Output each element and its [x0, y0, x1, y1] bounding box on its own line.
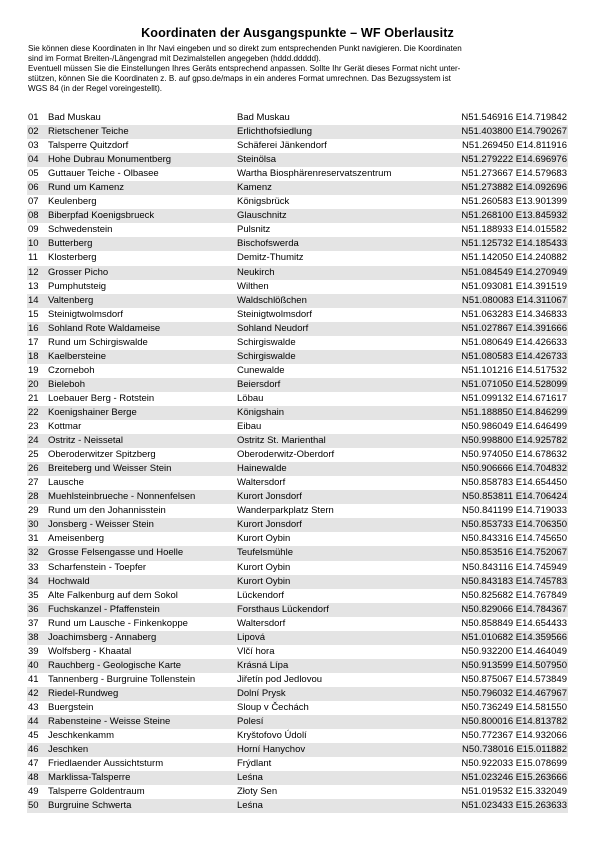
table-row [27, 771, 568, 785]
start-place: Waltersdorf [237, 477, 286, 489]
row-number: 11 [28, 252, 38, 264]
route-name: Oberoderwitzer Spitzberg [48, 449, 156, 461]
table-row [27, 322, 568, 336]
coordinates-value: N51.142050 E14.240882 [461, 252, 567, 264]
route-name: Rund um Lausche - Finkenkoppe [48, 617, 188, 629]
coordinates-value: N51.023246 E15.263666 [461, 772, 567, 784]
route-name: Keulenberg [48, 196, 97, 208]
coordinates-value: N50.736249 E14.581550 [461, 701, 567, 713]
table-row [27, 181, 568, 195]
row-number: 03 [28, 140, 39, 152]
table-row [27, 617, 568, 631]
route-name: Biberpfad Koenigsbrueck [48, 210, 155, 222]
table-row [27, 490, 568, 504]
coordinates-value: N50.974050 E14.678632 [461, 449, 567, 461]
route-name: Czorneboh [48, 364, 95, 376]
table-row [27, 448, 568, 462]
route-name: Tannenberg - Burgruine Tollenstein [48, 673, 196, 685]
table-row [27, 294, 568, 308]
route-name: Alte Falkenburg auf dem Sokol [48, 589, 178, 601]
coordinates-value: N50.906666 E14.704832 [461, 463, 567, 475]
coordinates-value: N51.080083 E14.311067 [462, 294, 567, 306]
route-name: Steinigtwolmsdorf [48, 308, 123, 320]
coordinates-value: N51.546916 E14.719842 [461, 112, 567, 123]
row-number: 23 [28, 421, 39, 433]
route-name: Fuchskanzel - Pfaffenstein [48, 603, 160, 615]
route-name: Rund um den Johannisstein [48, 505, 166, 517]
coordinates-value: N50.772367 E14.932066 [461, 730, 567, 742]
route-name: Valtenberg [48, 294, 94, 306]
row-number: 28 [28, 491, 39, 503]
start-place: Krásná Lípa [237, 659, 289, 671]
row-number: 09 [28, 224, 39, 236]
route-name: Guttauer Teiche - Olbasee [48, 168, 159, 180]
start-place: Lückendorf [237, 589, 285, 601]
start-place: Waldschlößchen [237, 294, 307, 306]
start-place: Demitz-Thumitz [237, 252, 304, 264]
table-row [27, 575, 568, 589]
coordinates-value: N51.260583 E13.901399 [461, 196, 567, 208]
row-number: 30 [28, 519, 39, 531]
coordinates-value: N50.858849 E14.654433 [461, 617, 567, 629]
start-place: Eibau [237, 421, 262, 433]
table-row [27, 645, 568, 659]
row-number: 41 [28, 673, 39, 685]
route-name: Burgruine Schwerta [48, 800, 132, 812]
start-place: Kurort Jonsdorf [237, 491, 302, 503]
route-name: Marklissa-Talsperre [48, 772, 131, 784]
table-row [27, 589, 568, 603]
start-place: Dolní Prysk [237, 687, 286, 699]
start-place: Bischofswerda [237, 238, 299, 250]
route-name: Jonsberg - Weisser Stein [48, 519, 154, 531]
coordinates-table [27, 111, 568, 813]
start-place: Wanderparkplatz Stern [237, 505, 334, 517]
document-title: Koordinaten der Ausgangspunkte – WF Oberlausitz [141, 26, 454, 40]
coordinates-value: N50.843116 E14.745949 [462, 561, 567, 573]
route-name: Ostritz - Neissetal [48, 435, 123, 447]
coordinates-value: N50.853516 E14.752067 [461, 547, 567, 559]
table-row [27, 476, 568, 490]
start-place: Wartha Biosphärenreservatszentrum [237, 168, 392, 180]
start-place: Kurort Oybin [237, 575, 291, 587]
route-name: Rabensteine - Weisse Steine [48, 716, 171, 728]
table-row [27, 434, 568, 448]
row-number: 46 [28, 744, 39, 756]
row-number: 45 [28, 730, 39, 742]
coordinates-value: N51.093081 E14.391519 [461, 280, 567, 292]
start-place: Löbau [237, 392, 264, 404]
start-place: Jiřetín pod Jedlovou [237, 673, 323, 685]
start-place: Königsbrück [237, 196, 290, 208]
start-place: Glauschnitz [237, 210, 287, 222]
coordinates-value: N51.403800 E14.790267 [461, 126, 567, 138]
start-place: Kurort Oybin [237, 533, 291, 545]
route-name: Grosse Felsengasse und Hoelle [48, 547, 184, 559]
start-place: Sohland Neudorf [237, 322, 309, 334]
table-row [27, 350, 568, 364]
start-place: Steinölsa [237, 154, 277, 166]
row-number: 25 [28, 449, 39, 461]
start-place: Schäferei Jänkendorf [237, 140, 327, 152]
row-number: 48 [28, 772, 39, 784]
intro-line: Eventuell müssen Sie die Einstellungen Ihres Geräts entsprechend anpassen. Sollte Ihr Gerät dieses Format nicht unter- [28, 64, 461, 73]
route-name: Scharfenstein - Toepfer [48, 561, 147, 573]
route-name: Schwedenstein [48, 224, 113, 236]
row-number: 06 [28, 182, 39, 194]
table-row [27, 603, 568, 617]
table-row [27, 799, 568, 813]
start-place: Polesí [237, 716, 264, 728]
coordinates-value: N50.843183 E14.745783 [461, 575, 567, 587]
table-row [27, 308, 568, 322]
table-row [27, 406, 568, 420]
table-row [27, 715, 568, 729]
start-place: Bad Muskau [237, 112, 290, 123]
route-name: Kaelbersteine [48, 350, 107, 362]
coordinates-value: N50.800016 E14.813782 [461, 716, 567, 728]
table-row [27, 392, 568, 406]
route-name: Bad Muskau [48, 112, 101, 123]
route-name: Talsperre Quitzdorf [48, 140, 129, 152]
start-place: Sloup v Čechách [237, 701, 309, 713]
coordinates-value: N51.019532 E15.332049 [461, 786, 567, 798]
row-number: 22 [28, 406, 39, 418]
table-row [27, 280, 568, 294]
row-number: 34 [28, 575, 39, 587]
table-row [27, 237, 568, 251]
row-number: 02 [28, 126, 39, 138]
route-name: Jeschkenkamm [48, 730, 114, 742]
start-place: Neukirch [237, 266, 275, 278]
intro-line: sind im Format Breiten-/Längengrad mit Dezimalstellen angegeben (hddd.ddddd). [28, 54, 321, 63]
route-name: Rauchberg - Geologische Karte [48, 659, 182, 671]
table-row [27, 209, 568, 223]
route-name: Riedel-Rundweg [48, 687, 119, 699]
start-place: Frýdlant [237, 758, 272, 770]
row-number: 37 [28, 617, 39, 629]
table-row [27, 364, 568, 378]
route-name: Ameisenberg [48, 533, 104, 545]
table-row [27, 659, 568, 673]
table-row [27, 167, 568, 181]
route-name: Grosser Picho [48, 266, 109, 278]
coordinates-value: N50.932200 E14.464049 [461, 645, 567, 657]
table-row [27, 223, 568, 237]
start-place: Schirgiswalde [237, 336, 296, 348]
table-row [27, 139, 568, 153]
row-number: 26 [28, 463, 39, 475]
start-place: Kurort Jonsdorf [237, 519, 302, 531]
coordinates-value: N50.853811 E14.706424 [462, 491, 567, 503]
route-name: Klosterberg [48, 252, 97, 264]
table-row [27, 518, 568, 532]
row-number: 07 [28, 196, 39, 208]
start-place: Hainewalde [237, 463, 287, 475]
row-number: 21 [28, 392, 39, 404]
row-number: 44 [28, 716, 39, 728]
table-row [27, 195, 568, 209]
row-number: 01 [28, 112, 39, 123]
start-place: Lipová [237, 631, 265, 643]
coordinates-value: N51.027867 E14.391666 [461, 322, 567, 334]
row-number: 33 [28, 561, 39, 573]
coordinates-value: N51.269450 E14.811916 [462, 140, 567, 152]
intro-line: Sie können diese Koordinaten in Ihr Navi eingeben und so direkt zum entsprechenden Punkt navigieren. Die Koordinaten [28, 44, 462, 53]
route-name: Wolfsberg - Khaatal [48, 645, 132, 657]
row-number: 19 [28, 364, 39, 376]
row-number: 50 [28, 800, 39, 812]
table-row [27, 462, 568, 476]
row-number: 16 [28, 322, 39, 334]
start-place: Königshain [237, 406, 285, 418]
row-number: 05 [28, 168, 39, 180]
start-place: Horní Hanychov [237, 744, 306, 756]
row-number: 42 [28, 687, 39, 699]
start-place: Cunewalde [237, 364, 285, 376]
row-number: 20 [28, 378, 39, 390]
coordinates-value: N51.279222 E14.696976 [461, 154, 567, 166]
row-number: 43 [28, 701, 39, 713]
coordinates-value: N51.023433 E15.263633 [461, 800, 567, 812]
row-number: 12 [28, 266, 39, 278]
coordinates-value: N50.843316 E14.745650 [461, 533, 567, 545]
table-row [27, 546, 568, 560]
coordinates-value: N51.080649 E14.426633 [461, 336, 567, 348]
row-number: 32 [28, 547, 39, 559]
table-row [27, 785, 568, 799]
table-row [27, 701, 568, 715]
route-name: Jeschken [48, 744, 89, 756]
start-place: Vlčí hora [237, 645, 275, 657]
row-number: 49 [28, 786, 39, 798]
table-row [27, 378, 568, 392]
coordinates-value: N51.125732 E14.185433 [461, 238, 567, 250]
route-name: Rietschener Teiche [48, 126, 129, 138]
row-number: 35 [28, 589, 39, 601]
table-row [27, 631, 568, 645]
coordinates-value: N50.796032 E14.467967 [461, 687, 567, 699]
start-place: Kryštofovo Údolí [237, 730, 307, 742]
coordinates-value: N51.188933 E14.015582 [461, 224, 567, 236]
start-place: Pulsnitz [237, 224, 271, 236]
table-row [27, 266, 568, 280]
row-number: 24 [28, 435, 39, 447]
route-name: Bieleboh [48, 378, 85, 390]
row-number: 04 [28, 154, 39, 166]
coordinates-value: N51.071050 E14.528099 [461, 378, 567, 390]
start-place: Kamenz [237, 182, 272, 194]
start-place: Beiersdorf [237, 378, 281, 390]
route-name: Loebauer Berg - Rotstein [48, 392, 155, 404]
route-name: Hochwald [48, 575, 90, 587]
row-number: 29 [28, 505, 39, 517]
row-number: 15 [28, 308, 39, 320]
start-place: Wilthen [237, 280, 269, 292]
start-place: Kurort Oybin [237, 561, 291, 573]
table-row [27, 687, 568, 701]
start-place: Forsthaus Lückendorf [237, 603, 329, 615]
coordinates-value: N51.273667 E14.579683 [461, 168, 567, 180]
row-number: 47 [28, 758, 39, 770]
table-row [27, 743, 568, 757]
table-row [27, 153, 568, 167]
coordinates-value: N51.268100 E13.845932 [461, 210, 567, 222]
table-row [27, 251, 568, 265]
coordinates-value: N51.010682 E14.359566 [461, 631, 567, 643]
table-row [27, 420, 568, 434]
start-place: Erlichthofsiedlung [237, 126, 312, 138]
table-row [27, 673, 568, 687]
route-name: Talsperre Goldentraum [48, 786, 145, 798]
route-name: Sohland Rote Waldameise [48, 322, 161, 334]
route-name: Rund um Schirgiswalde [48, 336, 148, 348]
coordinates-value: N50.841199 E14.719033 [462, 505, 567, 517]
coordinates-value: N50.875067 E14.573849 [461, 673, 567, 685]
table-row [27, 561, 568, 575]
table-row [27, 504, 568, 518]
start-place: Leśna [237, 772, 263, 784]
coordinates-value: N50.738016 E15.011882 [462, 744, 567, 756]
start-place: Waltersdorf [237, 617, 286, 629]
row-number: 14 [28, 294, 39, 306]
start-place: Teufelsmühle [237, 547, 293, 559]
table-row [27, 757, 568, 771]
route-name: Pumphutsteig [48, 280, 107, 292]
route-name: Friedlaender Aussichtsturm [48, 758, 164, 770]
coordinates-value: N51.188850 E14.846299 [461, 406, 567, 418]
table-row [27, 729, 568, 743]
start-place: Schirgiswalde [237, 350, 296, 362]
route-name: Joachimsberg - Annaberg [48, 631, 157, 643]
row-number: 08 [28, 210, 39, 222]
coordinates-value: N51.101216 E14.517532 [461, 364, 567, 376]
coordinates-value: N50.998800 E14.925782 [461, 435, 567, 447]
table-row [27, 532, 568, 546]
intro-line: stützen, können Sie die Koordinaten z. B. auf gpso.de/maps in ein anderes Format umrechnen. Das Bezugssystem ist [28, 74, 451, 83]
row-number: 40 [28, 659, 39, 671]
coordinates-value: N50.829066 E14.784367 [461, 603, 567, 615]
row-number: 17 [28, 336, 39, 348]
start-place: Złoty Sen [237, 786, 278, 798]
coordinates-value: N50.922033 E15.078699 [461, 758, 567, 770]
coordinates-value: N51.063283 E14.346833 [461, 308, 567, 320]
coordinates-value: N50.853733 E14.706350 [461, 519, 567, 531]
route-name: Buergstein [48, 701, 94, 713]
row-number: 27 [28, 477, 39, 489]
table-row [27, 336, 568, 350]
route-name: Kottmar [48, 421, 82, 433]
coordinates-value: N51.273882 E14.092696 [461, 182, 567, 194]
route-name: Hohe Dubrau Monumentberg [48, 154, 172, 166]
row-number: 38 [28, 631, 39, 643]
coordinates-value: N50.858783 E14.654450 [461, 477, 567, 489]
start-place: Oberoderwitz-Oberdorf [237, 449, 335, 461]
row-number: 18 [28, 350, 39, 362]
route-name: Butterberg [48, 238, 93, 250]
table-row [27, 125, 568, 139]
intro-text [28, 44, 568, 94]
coordinates-value: N50.825682 E14.767849 [461, 589, 567, 601]
start-place: Ostritz St. Marienthal [237, 435, 326, 447]
route-name: Breiteberg und Weisser Stein [48, 463, 172, 475]
coordinates-value: N51.099132 E14.671617 [461, 392, 567, 404]
coordinates-value: N51.080583 E14.426733 [461, 350, 567, 362]
route-name: Koenigshainer Berge [48, 406, 137, 418]
row-number: 39 [28, 645, 39, 657]
start-place: Steinigtwolmsdorf [237, 308, 312, 320]
table-row [27, 111, 568, 125]
route-name: Lausche [48, 477, 84, 489]
row-number: 13 [28, 280, 39, 292]
coordinates-value: N51.084549 E14.270949 [461, 266, 567, 278]
row-number: 31 [28, 533, 39, 545]
row-number: 10 [28, 238, 39, 250]
coordinates-value: N50.913599 E14.507950 [461, 659, 567, 671]
route-name: Rund um Kamenz [48, 182, 125, 194]
route-name: Muehlsteinbrueche - Nonnenfelsen [48, 491, 196, 503]
row-number: 36 [28, 603, 39, 615]
start-place: Leśna [237, 800, 263, 812]
intro-line: WGS 84 (in der Regel voreingestellt). [28, 84, 163, 93]
coordinates-value: N50.986049 E14.646499 [461, 421, 567, 433]
